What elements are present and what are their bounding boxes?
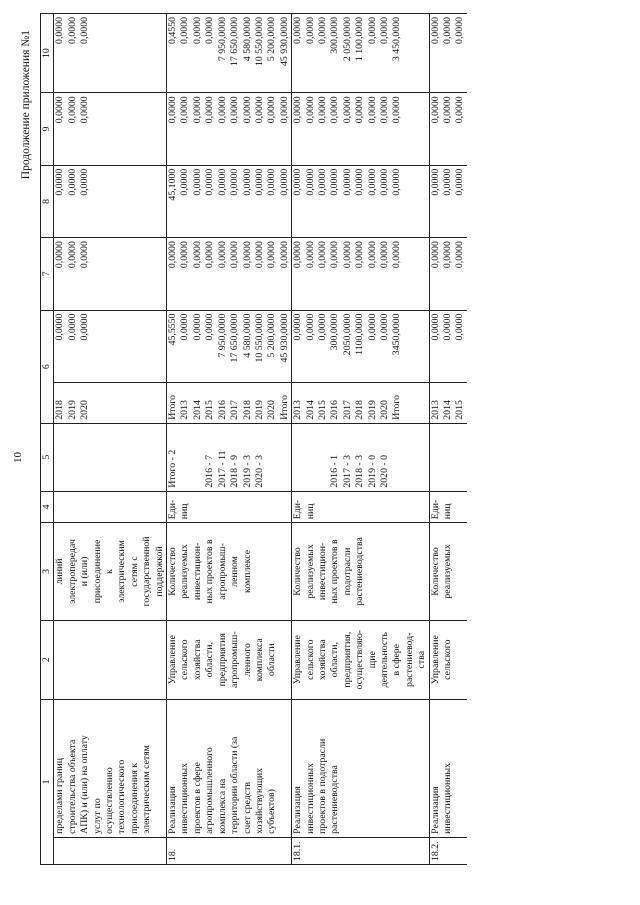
row-col10: 0,4550 0,0000 0,0000 0,0000 7 950,0000 17 650,0000 4 580,0000 10 550,0000 5 200,0000 45 930,0000 <box>167 14 292 93</box>
page-number: 10 <box>12 452 24 463</box>
row-executor <box>54 620 167 699</box>
table-row <box>429 14 467 865</box>
row-col6: 0,0000 0,0000 0,0000 300,0000 2050,0000 1100,0000 0,0000 0,0000 3450,0000 <box>292 310 429 382</box>
row-number: 18. <box>167 837 292 864</box>
row-name: Реализация инвестиционных проектов в подотрасли растениеводства <box>292 699 429 837</box>
row-col7: 0,0000 0,0000 0,0000 <box>54 238 167 310</box>
continuation-title: Продолжение приложения №1 <box>20 30 32 180</box>
row-name: пределами границ строительства объекта АПК) и (или) на оплату услуг по осуществлению технологического присоединения к электрическим сетям <box>54 699 167 837</box>
row-indicator: Количество реализуемых инвестицион- ных проектов в агропромыш- ленном комплексе <box>167 523 292 620</box>
row-col9: 0,0000 0,0000 0,0000 0,0000 0,0000 0,0000 0,0000 0,0000 0,0000 0,0000 <box>167 93 292 165</box>
header-cell: 9 <box>41 93 54 165</box>
row-col7: 0,0000 0,0000 0,0000 0,0000 0,0000 0,0000 0,0000 0,0000 0,0000 0,0000 <box>167 238 292 310</box>
header-cell: 3 <box>41 523 54 620</box>
row-executor: Управление сельского хозяйства области, предприятия агропромыш- ленного комплекса области <box>167 620 292 699</box>
row-col7: 0,0000 0,0000 0,0000 <box>429 238 467 310</box>
header-cell: 1 <box>41 699 54 864</box>
row-col10: 0,0000 0,0000 0,0000 300,0000 2 050,0000 1 100,0000 0,0000 0,0000 3 450,0000 <box>292 14 429 93</box>
row-executor: Управление сельского хозяйства области, предприятия, осуществляю- щие деятельность в сфере растениевод- ства <box>292 620 429 699</box>
row-col9: 0,0000 0,0000 0,0000 <box>54 93 167 165</box>
row-col6: 0,0000 0,0000 0,0000 <box>429 310 467 382</box>
row-col6: 45,5550 0,0000 0,0000 0,0000 7 950,0000 17 650,0000 4 580,0000 10 550,0000 5 200,0000 45 930,0000 <box>167 310 292 382</box>
row-col7: 0,0000 0,0000 0,0000 0,0000 0,0000 0,0000 0,0000 0,0000 0,0000 <box>292 238 429 310</box>
header-cell: 5 <box>41 423 54 491</box>
row-target: 2016 - 1 2017 - 3 2018 - 3 2019 - 0 2020 - 0 <box>292 423 429 491</box>
row-executor: Управление сельского <box>429 620 467 699</box>
row-target: Итого - 2 2016 - 7 2017 - 11 2018 - 9 2019 - 3 2020 - 3 <box>167 423 292 491</box>
row-col10: 0,0000 0,0000 0,0000 <box>429 14 467 93</box>
table-row <box>292 14 429 865</box>
row-indicator: Количество реализуемых <box>429 523 467 620</box>
program-table <box>40 13 467 865</box>
row-years: 2013 2014 2015 2016 2017 2018 2019 2020 Итого <box>292 382 429 423</box>
row-col6: 0,0000 0,0000 0,0000 <box>54 310 167 382</box>
header-cell: 2 <box>41 620 54 699</box>
row-name: Реализация инвестиционных <box>429 699 467 837</box>
row-col9: 0,0000 0,0000 0,0000 0,0000 0,0000 0,0000 0,0000 0,0000 0,0000 <box>292 93 429 165</box>
row-years: 2013 2014 2015 <box>429 382 467 423</box>
row-unit: Еди- ниц <box>429 491 467 523</box>
header-row <box>41 14 54 865</box>
row-unit <box>54 491 167 523</box>
row-number: 18.1. <box>292 837 429 864</box>
row-col10: 0,0000 0,0000 0,0000 <box>54 14 167 93</box>
row-years: 2018 2019 2020 <box>54 382 167 423</box>
row-indicator: Количество реализуемых инвестицион- ных проектов в подотрасли растениеводства <box>292 523 429 620</box>
row-col8: 0,0000 0,0000 0,0000 0,0000 0,0000 0,0000 0,0000 0,0000 0,0000 <box>292 165 429 237</box>
row-number <box>54 837 167 864</box>
header-cell: 8 <box>41 165 54 237</box>
row-target <box>54 423 167 491</box>
row-unit: Еди- ниц <box>292 491 429 523</box>
row-col8: 0,0000 0,0000 0,0000 <box>54 165 167 237</box>
header-cell: 7 <box>41 238 54 310</box>
row-col8: 0,0000 0,0000 0,0000 <box>429 165 467 237</box>
header-cell: 4 <box>41 491 54 523</box>
row-years: Итого 2013 2014 2015 2016 2017 2018 2019 2020 Итого <box>167 382 292 423</box>
header-cell: 10 <box>41 14 54 93</box>
row-indicator: линий электропередач и (или) присоединение к электрическим сетям с государственной поддержкой <box>54 523 167 620</box>
row-number: 18.2. <box>429 837 467 864</box>
header-cell: 6 <box>41 310 54 423</box>
row-col8: 45,1000 0,0000 0,0000 0,0000 0,0000 0,0000 0,0000 0,0000 0,0000 0,0000 <box>167 165 292 237</box>
row-target <box>429 423 467 491</box>
row-unit: Еди- ниц <box>167 491 292 523</box>
table-row <box>54 14 167 865</box>
table-row <box>167 14 292 865</box>
row-col9: 0,0000 0,0000 0,0000 <box>429 93 467 165</box>
row-name: Реализация инвестиционных проектов в сфере агропромышленного комплекса на территории области (за счет средств хозяйствующих субъектов) <box>167 699 292 837</box>
